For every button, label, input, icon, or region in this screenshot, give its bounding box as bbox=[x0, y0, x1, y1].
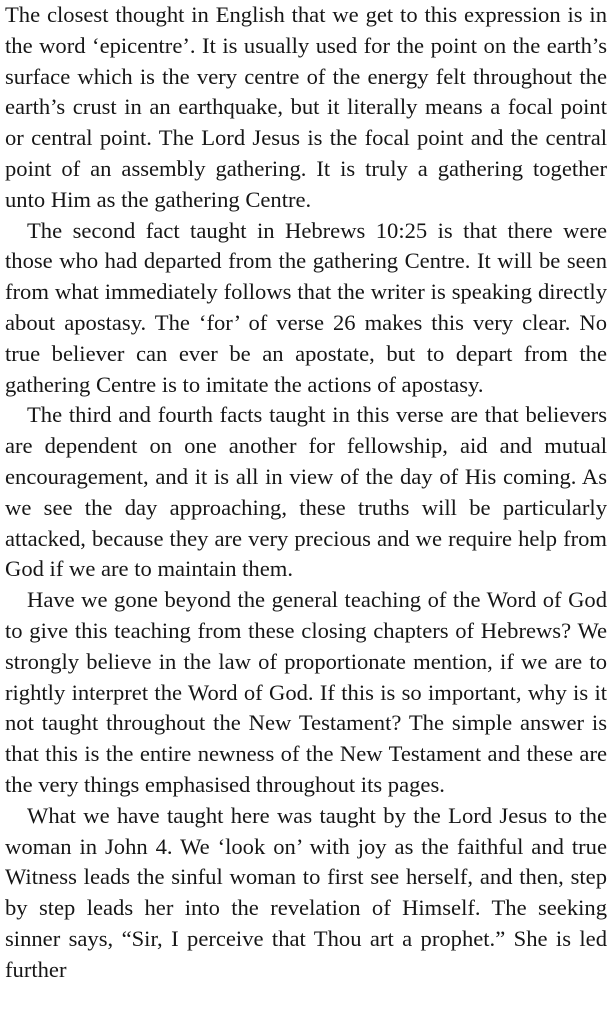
document-page bbox=[5, 0, 607, 986]
paragraph-epicentre: The closest thought in English that we get to this expression is in the word ‘epicentre’. It is usually used for the point on the earth’s surface which is the very centre of the energy felt throughout the earth’s crust in an earthquake, but it literally means a focal point or central point. The Lord Jesus is the focal point and the central point of an assembly gathering. It is truly a gathering together unto Him as the gathering Centre. bbox=[5, 2, 607, 212]
paragraph-third-fourth-facts: The third and fourth facts taught in this verse are that believers are dependent on one another for fellowship, aid and mutual encouragement, and it is all in view of the day of His coming. As we see the day approaching, these truths will be particularly attacked, because they are very precious and we require help from God if we are to maintain them. bbox=[5, 402, 607, 582]
paragraph-second-fact: The second fact taught in Hebrews 10:25 is that there were those who had departed from the gathering Centre. It will be seen from what immediately follows that the writer is speaking directly about apostasy. The ‘for’ of verse 26 makes this very clear. No true believer can ever be an apostate, but to depart from the gathering Centre is to imitate the actions of apostasy. bbox=[5, 217, 607, 397]
paragraph-proportionate-mention: Have we gone beyond the general teaching of the Word of God to give this teaching from these closing chapters of Hebrews? We strongly believe in the law of proportionate mention, if we are to rightly interpret the Word of God. If this is so important, why is it not taught throughout the New Testament? The simple answer is that this is the entire newness of the New Testament and these are the very things emphasised throughout its pages. bbox=[5, 587, 607, 797]
paragraph-john-4: What we have taught here was taught by the Lord Jesus to the woman in John 4. We ‘look on’ with joy as the faithful and true Witness leads the sinful woman to first see herself, and then, step by step leads her into the revelation of Himself. The seeking sinner says, “Sir, I perceive that Thou art a prophet.” She is led further bbox=[5, 802, 607, 982]
